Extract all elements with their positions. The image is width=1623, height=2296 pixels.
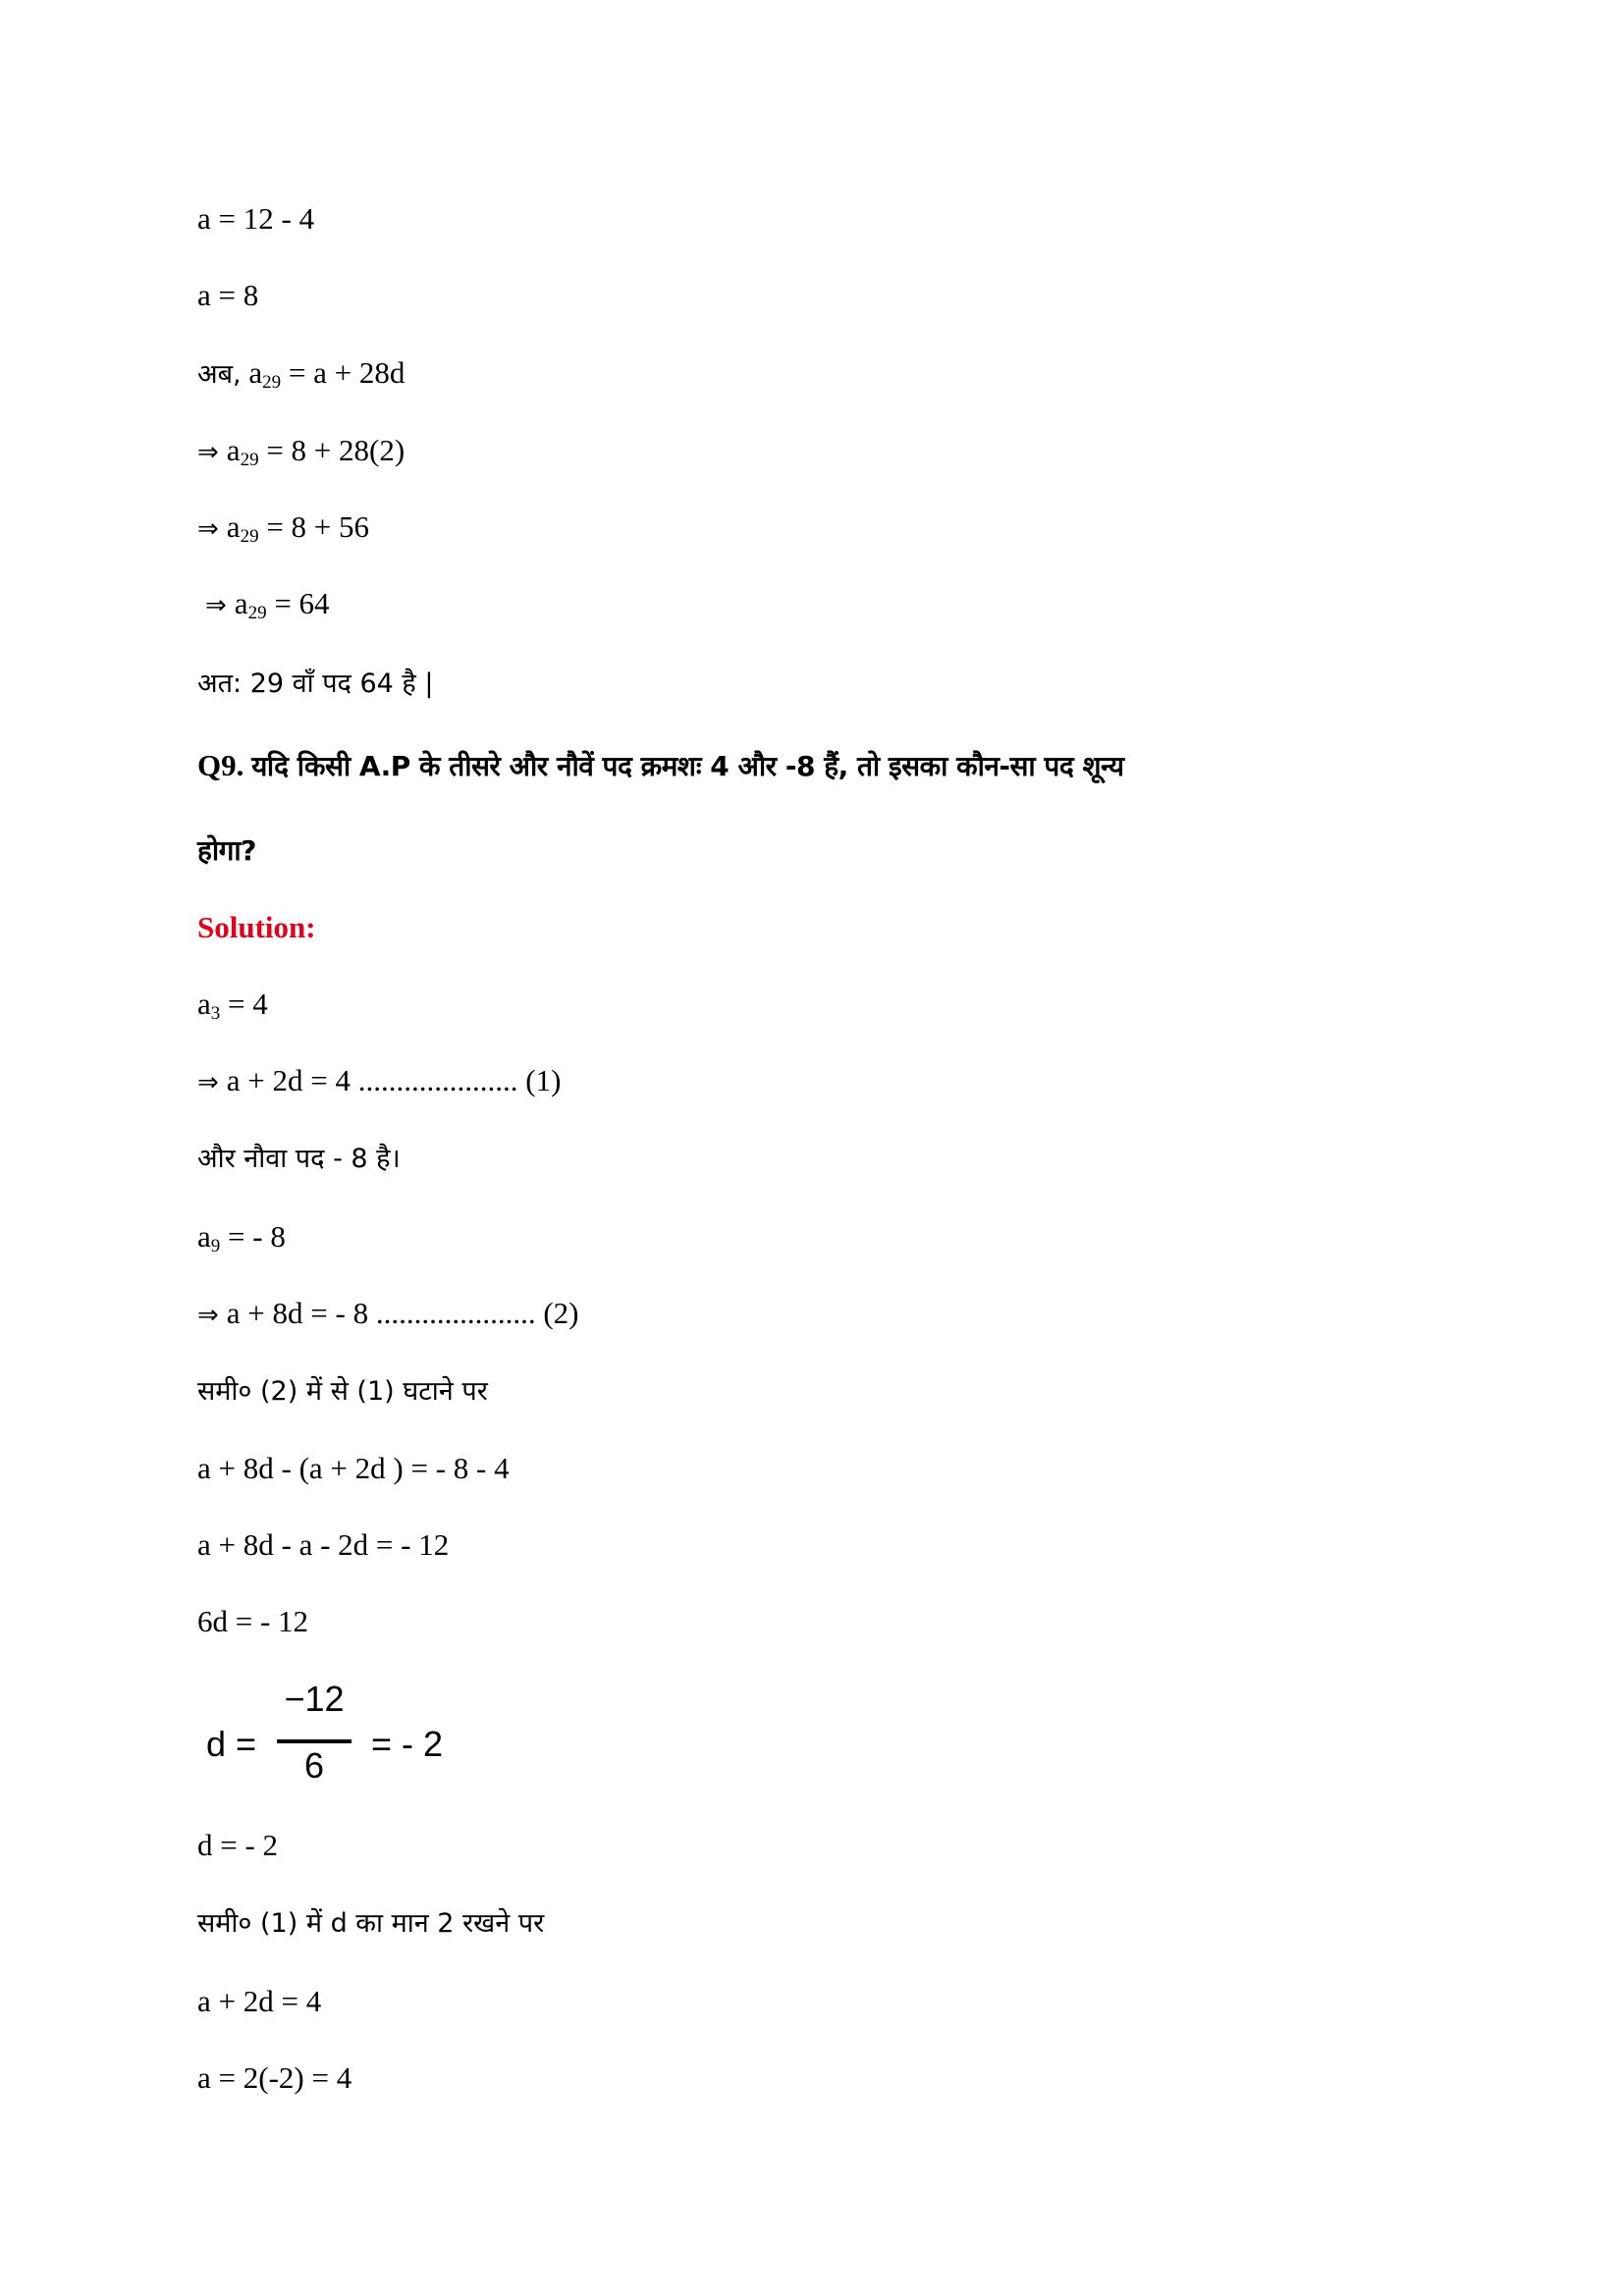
question-text: होगा? <box>197 834 256 867</box>
equation-line <box>197 276 258 315</box>
explanation-text: समी० (1) में d का मान 2 रखने पर <box>197 1908 545 1939</box>
equation-text: a = 8 <box>197 278 259 312</box>
conclusion-text: अत: 29 वाँ पद 64 है | <box>197 668 434 699</box>
conclusion-line <box>197 665 433 704</box>
fraction-denominator: 6 <box>303 1745 325 1786</box>
fraction-rhs: = - 2 <box>371 1724 444 1764</box>
equation-line <box>197 1061 561 1102</box>
equation-text: a + 2d = 4 <box>197 1984 322 2018</box>
equation-text: = a + 28d <box>281 355 406 390</box>
equation-line <box>197 1525 449 1565</box>
explanation-line <box>197 1140 401 1179</box>
equation-text: = 8 + 28(2) <box>258 433 406 467</box>
subscript: 29 <box>240 450 259 470</box>
equation-text: = 8 + 56 <box>258 509 370 544</box>
implies-arrow-icon: ⇒ <box>197 438 219 467</box>
equation-line <box>205 584 330 625</box>
implies-arrow-icon: ⇒ <box>197 1068 219 1097</box>
equation-line <box>197 1217 286 1256</box>
equation-text: = 64 <box>266 586 330 620</box>
subscript: 29 <box>240 526 259 547</box>
equation-line <box>197 199 314 239</box>
implies-arrow-icon: ⇒ <box>197 1301 219 1330</box>
question-text: यदि किसी A.P के तीसरे और नौवें पद क्रमशः 4 और -8 हैं, तो इसका कौन-सा पद शून्य <box>251 750 1124 782</box>
equation-text: a + 8d = - 8 ..................... (2) <box>226 1296 579 1330</box>
equation-text: a = 2(-2) = 4 <box>197 2060 352 2095</box>
fraction-bar <box>277 1739 352 1743</box>
equation-line <box>197 507 369 549</box>
explanation-line <box>197 1904 544 1944</box>
equation-line <box>197 1982 321 2021</box>
equation-text: 6d = - 12 <box>197 1604 309 1638</box>
explanation-text: समी० (2) में से (1) घटाने पर <box>197 1376 488 1407</box>
equation-line <box>197 1449 510 1488</box>
subscript: 29 <box>247 603 267 623</box>
question-heading <box>197 746 1124 786</box>
fraction-numerator: −12 <box>284 1679 345 1719</box>
implies-arrow-icon: ⇒ <box>205 591 227 620</box>
subscript: 9 <box>210 1236 221 1256</box>
fraction-lhs: d = <box>206 1724 257 1764</box>
equation-line <box>197 1602 308 1641</box>
equation-text: = 4 <box>220 987 268 1021</box>
equation-text: a = 12 - 4 <box>197 201 315 236</box>
explanation-line <box>197 1372 488 1412</box>
hindi-prefix: अब, <box>197 359 242 390</box>
variable: a <box>197 987 211 1021</box>
subscript: 3 <box>210 1003 221 1024</box>
equation-text: a + 8d - (a + 2d ) = - 8 - 4 <box>197 1451 510 1485</box>
subscript: 29 <box>262 372 282 393</box>
variable: a <box>234 586 248 620</box>
implies-arrow-icon: ⇒ <box>197 514 219 544</box>
equation-line <box>197 1294 579 1335</box>
variable: a <box>248 355 263 390</box>
variable: a <box>226 509 241 544</box>
variable: a <box>197 1219 211 1254</box>
variable: a <box>226 433 241 467</box>
question-number: Q9. <box>197 748 244 782</box>
equation-line <box>197 1826 278 1865</box>
equation-text: a + 2d = 4 ..................... (1) <box>226 1063 562 1097</box>
solution-label: Solution: <box>197 910 316 944</box>
equation-text: a + 8d - a - 2d = - 12 <box>197 1527 450 1562</box>
equation-text: d = - 2 <box>197 1828 279 1862</box>
equation-line <box>197 353 405 395</box>
explanation-text: और नौवा पद - 8 है। <box>197 1144 401 1174</box>
equation-text: = - 8 <box>220 1219 286 1254</box>
question-heading-continued <box>197 830 256 871</box>
equation-line <box>197 985 268 1024</box>
equation-line <box>197 2058 352 2098</box>
equation-line <box>197 431 405 472</box>
fraction-equation <box>206 1679 501 1806</box>
